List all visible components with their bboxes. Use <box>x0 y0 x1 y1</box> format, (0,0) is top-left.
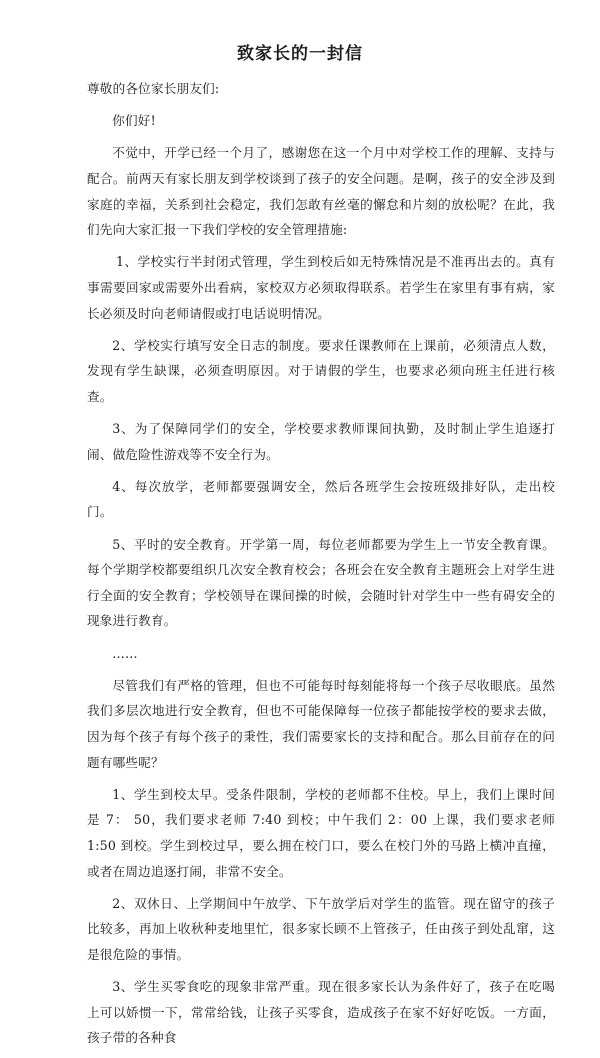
measure-paragraph: 1、学校实行半封闭式管理，学生到校后如无特殊情况是不准再出去的。真有事需要回家或需要外出看病，家校双方必须取得联系。若学生在家里有事有病，家长必须及时向老师请假或打电话说明情况。 <box>87 254 555 321</box>
intro-paragraph: 不觉中，开学已经一个月了，感谢您在这一个月中对学校工作的理解、支持与配合。前两天有家长朋友到学校谈到了孩子的安全问题。是啊，孩子的安全涉及到家庭的幸福，关系到社会稳定，我们怎敢有丝毫的懈怠和片刻的放松呢？在此，我们先向大家汇报一下我们学校的安全管理措施: <box>87 145 555 238</box>
measure-paragraph: 5、平时的安全教育。开学第一周，每位老师都要为学生上一节安全教育课。每个学期学校都要组织几次安全教育校会；各班会在安全教育主题班会上对学生进行全面的安全教育；学校领导在课间操的时候，会随时针对学生中一些有碍安全的现象进行教育。 <box>87 536 555 629</box>
letter-title: 致家长的一封信 <box>237 44 363 64</box>
transition-paragraph: 尽管我们有严格的管理，但也不可能每时每刻能将每一个孩子尽收眼底。虽然我们多层次地进行安全教育，但也不可能保障每一位孩子都能按学校的要求去做，因为每个孩子有每个孩子的秉性，我们需要家长的支持和配合。那么目前存在的问题有哪些呢？ <box>87 677 555 770</box>
problem-paragraph: 3、学生买零食吃的现象非常严重。现在很多家长认为条件好了，孩子在吃喝上可以娇惯一下，常常给钱，让孩子买零食，造成孩子在家不好好吃饭。一方面，孩子带的各种食 <box>87 979 555 1046</box>
letter-body <box>87 76 555 1058</box>
problem-paragraph: 1、学生到校太早。受条件限制，学校的老师都不住校。早上，我们上课时间是 7： 50，我们要求老师 7:40 到校；中午我们 2：00 上课，我们要求老师 1:50 到校。学生到校过早，要么拥在校门口，要么在校门外的马路上横冲直撞，或者在周边追逐打闹，非常不安全。 <box>87 786 555 879</box>
salutation: 尊敬的各位家长朋友们: <box>87 81 220 96</box>
greeting: 你们好! <box>112 113 156 129</box>
measure-paragraph: 4、每次放学，老师都要强调安全，然后各班学生会按班级排好队，走出校门。 <box>87 478 555 520</box>
measure-paragraph: 3、为了保障同学们的安全，学校要求教师课间执勤，及时制止学生追逐打闹、做危险性游戏等不安全行为。 <box>87 421 555 462</box>
ellipsis: …… <box>112 645 138 661</box>
problem-paragraph: 2、双休日、上学期间中午放学、下午放学后对学生的监管。现在留守的孩子比较多，再加上收秋种麦地里忙，很多家长顾不上管孩子，任由孩子到处乱窜，这是很危险的事情。 <box>87 895 555 962</box>
measure-paragraph: 2、学校实行填写安全日志的制度。要求任课教师在上课前，必须清点人数，发现有学生缺课，必须查明原因。对于请假的学生，也要求必须向班主任进行核查。 <box>87 337 555 404</box>
